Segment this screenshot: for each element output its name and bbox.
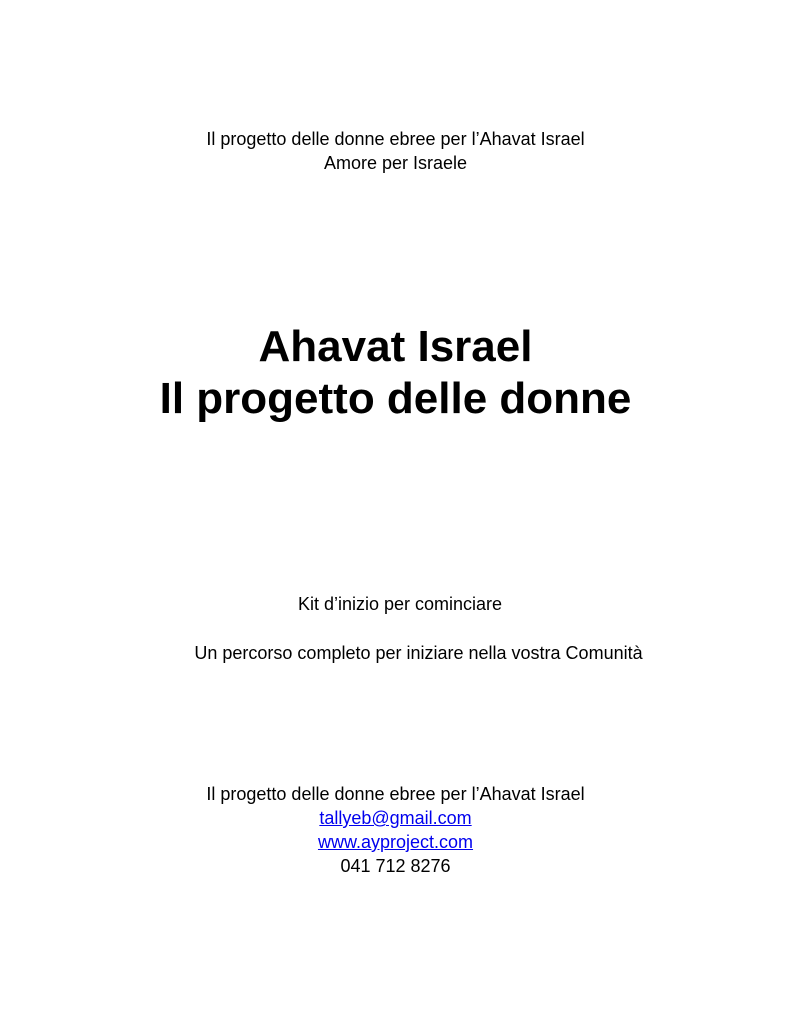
email-link[interactable]: tallyeb@gmail.com xyxy=(319,808,472,828)
contact-organization: Il progetto delle donne ebree per l’Ahavat Israel xyxy=(206,784,585,804)
title-line-1: Ahavat Israel xyxy=(258,322,533,371)
description-line: Un percorso completo per iniziare nella vostra Comunità xyxy=(194,643,643,663)
kit-line: Kit d’inizio per cominciare xyxy=(297,594,503,614)
title-line-2: Il progetto delle donne xyxy=(159,374,632,423)
header-line-1: Il progetto delle donne ebree per l’Ahavat Israel xyxy=(206,129,585,149)
contact-phone: 041 712 8276 xyxy=(340,856,451,876)
website-link[interactable]: www.ayproject.com xyxy=(317,832,474,852)
header-line-2: Amore per Israele xyxy=(323,153,468,173)
